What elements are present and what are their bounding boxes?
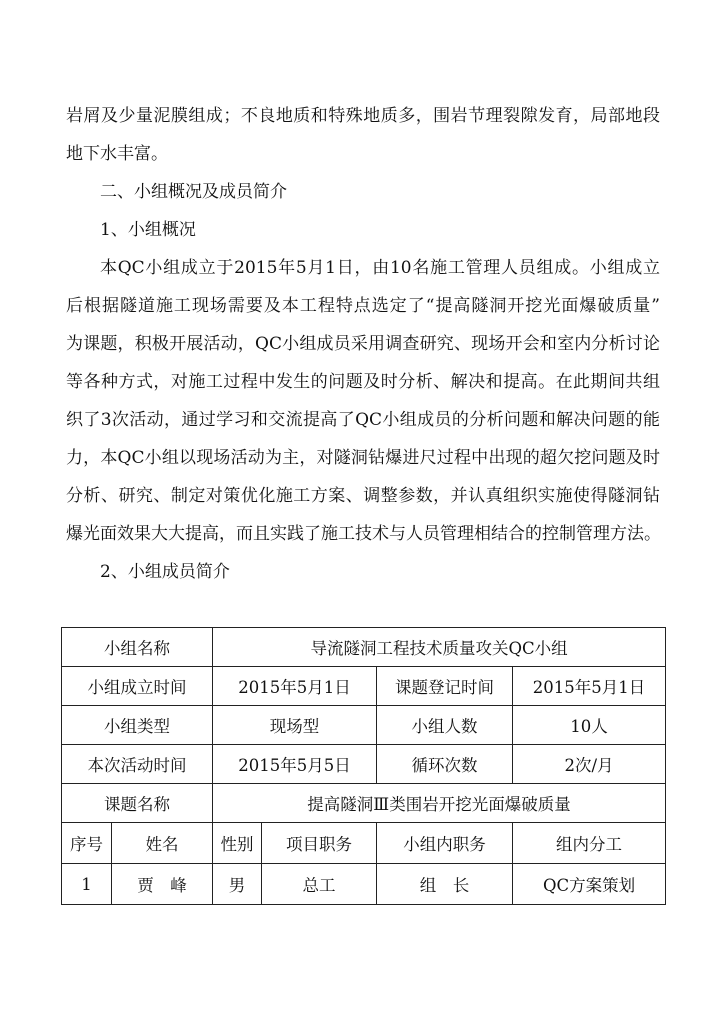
table-cell: 本次活动时间 [62,745,213,784]
table-cell: 提高隧洞Ⅲ类围岩开挖光面爆破质量 [213,784,666,823]
table-cell: 2次/月 [513,745,666,784]
paragraph-line: 力，本QC小组以现场活动为主，对隧洞钻爆进尺过程中出现的超欠挖问题及时 [66,448,660,468]
table-cell: 2015年5月1日 [513,667,666,706]
table-row [62,667,666,706]
paragraph-line: 为课题，积极开展活动，QC小组成员采用调查研究、现场开会和室内分析讨论 [66,334,660,354]
table-cell: 小组类型 [62,706,213,745]
group-info-table [61,627,666,905]
paragraph-line: 后根据隧道施工现场需要及本工程特点选定了“提高隧洞开挖光面爆破质量” [66,296,660,316]
column-header: 小组内职务 [377,823,513,864]
table-row [62,745,666,784]
paragraph-line: 爆光面效果大大提高，而且实践了施工技术与人员管理相结合的控制管理方法。 [66,524,661,544]
column-header: 项目职务 [262,823,377,864]
column-header: 序号 [62,823,112,864]
section-heading: 二、小组概况及成员简介 [100,182,287,202]
table-row [62,864,666,905]
paragraph-line: 本QC小组成立于2015年5月1日，由10名施工管理人员组成。小组成立 [100,258,660,278]
paragraph-line: 分析、研究、制定对策优化施工方案、调整参数，并认真组织实施使得隧洞钻 [66,486,660,506]
table-cell: 现场型 [213,706,377,745]
table-cell: 小组成立时间 [62,667,213,706]
table-cell: 循环次数 [377,745,513,784]
paragraph-line: 岩屑及少量泥膜组成；不良地质和特殊地质多，围岩节理裂隙发育，局部地段 [66,106,660,126]
table-row [62,784,666,823]
table-cell: 1 [62,864,112,905]
column-header: 姓名 [112,823,213,864]
table-row [62,628,666,667]
table-cell: 贾 峰 [112,864,213,905]
table-row [62,706,666,745]
column-header: 组内分工 [513,823,666,864]
table-cell: 小组名称 [62,628,213,667]
table-cell: 2015年5月1日 [213,667,377,706]
paragraph-line: 织了3次活动，通过学习和交流提高了QC小组成员的分析问题和解决问题的能 [66,410,660,430]
subsection-heading: 1、小组概况 [100,220,196,240]
paragraph-line: 等各种方式，对施工过程中发生的问题及时分析、解决和提高。在此期间共组 [66,372,660,392]
table-cell: 组 长 [377,864,513,905]
table-cell: QC方案策划 [513,864,666,905]
table-cell: 总工 [262,864,377,905]
column-header: 性别 [213,823,262,864]
table-cell: 导流隧洞工程技术质量攻关QC小组 [213,628,666,667]
table-cell: 课题登记时间 [377,667,513,706]
table-cell: 2015年5月5日 [213,745,377,784]
table-cell: 小组人数 [377,706,513,745]
paragraph-line: 地下水丰富。 [66,144,168,164]
table-cell: 课题名称 [62,784,213,823]
subsection-heading: 2、小组成员简介 [100,562,230,582]
table-cell: 10人 [513,706,666,745]
table-header-row [62,823,666,864]
table-cell: 男 [213,864,262,905]
